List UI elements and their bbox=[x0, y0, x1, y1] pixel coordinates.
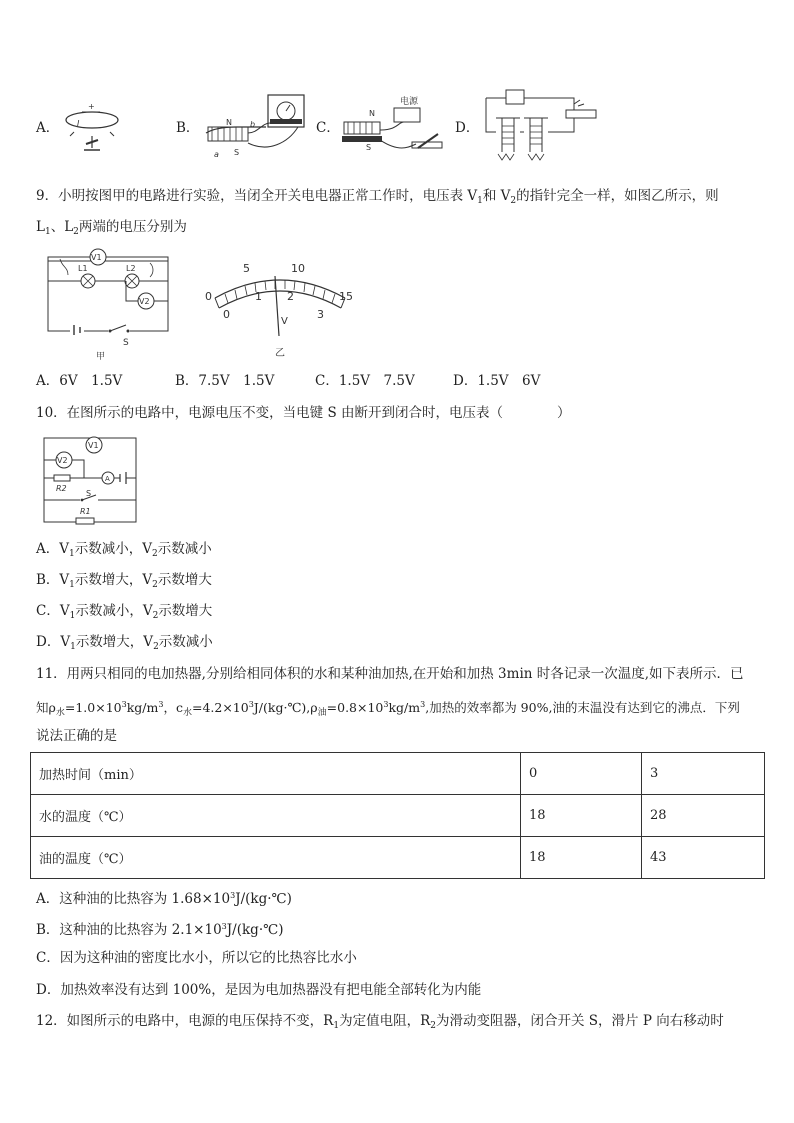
q8-figure-c bbox=[338, 94, 448, 156]
table-cell: 18 bbox=[521, 795, 642, 837]
table-cell: 43 bbox=[642, 837, 765, 879]
q9-jia-s: S bbox=[123, 338, 129, 348]
table-cell: 水的温度（℃） bbox=[31, 795, 521, 837]
q9-option-a: A．6V 1.5V bbox=[36, 373, 123, 389]
q8-figure-c-power: 电源 bbox=[400, 97, 419, 107]
q11-option-d: D．加热效率没有达到 100%，是因为电加热器没有把电能全部转化为内能 bbox=[36, 982, 482, 998]
q12-stem: 12．如图所示的电路中，电源的电压保持不变，$R_1$为定值电阻，$R_2$为滑动变阻器，闭合开关 S，滑片 P 向右移动时 bbox=[36, 1013, 724, 1031]
q10-option-a: A．$V_1$示数减小，$V_2$示数减小 bbox=[36, 541, 212, 559]
q9-yi-inner-3: 3 bbox=[317, 308, 324, 321]
q8-option-c-label: C． bbox=[316, 120, 340, 136]
q9-option-d: D．1.5V 6V bbox=[453, 373, 541, 389]
q8-option-a-label: A． bbox=[36, 120, 60, 136]
q9-yi-caption: 乙 bbox=[275, 348, 285, 359]
table-cell: 加热时间（min） bbox=[31, 753, 521, 795]
q8-figure-b-a: a bbox=[214, 150, 219, 159]
q9-yi-needle bbox=[275, 276, 279, 336]
q11-stem-line2: 知$\rho_水=1.0\times 10^3kg/m^3$，$c_水=4.2\times 10^3J/(kg\cdot℃),\rho_油=0.8\times 10^3kg/m^3$,加热的效率都为 90%,油的末温没有达到它的沸点．下列 bbox=[36, 700, 740, 718]
q8-figure-a bbox=[60, 100, 124, 158]
table-cell: 3 bbox=[642, 753, 765, 795]
q10-figure bbox=[40, 432, 140, 526]
q8-option-d-label: D． bbox=[455, 120, 480, 136]
q9-figure-yi bbox=[195, 250, 365, 362]
q8-figure-c-n: N bbox=[369, 109, 375, 118]
q10-option-d: D．$V_1$示数增大，$V_2$示数减小 bbox=[36, 634, 213, 652]
q11-table bbox=[30, 752, 765, 879]
q10-fig-s: S bbox=[86, 489, 92, 498]
table-cell: 0 bbox=[521, 753, 642, 795]
q11-option-c: C．因为这种油的密度比水小，所以它的比热容比水小 bbox=[36, 950, 357, 966]
q9-jia-v2: V2 bbox=[139, 297, 150, 306]
q9-jia-v1: V1 bbox=[91, 253, 102, 262]
q8-figure-b-s: S bbox=[234, 148, 240, 157]
q9-yi-outer-10: 10 bbox=[291, 262, 305, 275]
table-cell: 28 bbox=[642, 795, 765, 837]
q9-yi-outer-15: 15 bbox=[339, 290, 353, 303]
q8-figure-a-mark: I bbox=[77, 119, 80, 128]
svg-text:+: + bbox=[88, 102, 95, 111]
q8-figure-b bbox=[198, 93, 308, 161]
q11-option-b: B．这种油的比热容为 $2.1\times 10^3J/(kg\cdot℃)$ bbox=[36, 922, 284, 938]
q9-stem-line2: $L_1$、$L_2$两端的电压分别为 bbox=[36, 219, 187, 237]
q10-fig-r1: R1 bbox=[80, 507, 91, 516]
q9-yi-inner-1: 1 bbox=[255, 290, 262, 303]
table-row bbox=[31, 753, 765, 795]
q8-option-b-label: B． bbox=[176, 120, 200, 136]
q9-jia-caption: 甲 bbox=[96, 352, 106, 362]
q9-figure-jia bbox=[40, 243, 180, 363]
q8-figure-d bbox=[478, 88, 602, 166]
q11-stem-line3: 说法正确的是 bbox=[36, 728, 117, 744]
q9-yi-unit: V bbox=[281, 316, 288, 327]
q10-fig-a: A bbox=[105, 475, 110, 483]
q11-stem-line1: 11．用两只相同的电加热器,分别给相同体积的水和某种油加热,在开始和加热 3min 时各记录一次温度,如下表所示．已 bbox=[36, 666, 744, 682]
q9-yi-outer-5: 5 bbox=[243, 262, 250, 275]
q9-yi-outer-0: 0 bbox=[205, 290, 212, 303]
table-cell: 18 bbox=[521, 837, 642, 879]
q9-jia-l2: L2 bbox=[126, 264, 136, 273]
q10-option-c: C．$V_1$示数减小，$V_2$示数增大 bbox=[36, 603, 213, 621]
table-row bbox=[31, 837, 765, 879]
q10-fig-r2: R2 bbox=[56, 484, 67, 493]
q10-fig-v2: V2 bbox=[57, 456, 68, 465]
q8-figure-b-b: b bbox=[250, 120, 256, 129]
q10-fig-v1: V1 bbox=[88, 441, 99, 450]
q8-figure-c-s: S bbox=[366, 143, 372, 152]
q10-stem: 10．在图所示的电路中，电源电压不变，当电键 S 由断开到闭合时，电压表（ ） bbox=[36, 405, 571, 421]
q9-yi-inner-0: 0 bbox=[223, 308, 230, 321]
q11-option-a: A．这种油的比热容为 $1.68\times 10^3J/(kg\cdot℃)$ bbox=[36, 891, 292, 907]
q9-yi-inner-2: 2 bbox=[287, 290, 294, 303]
table-row bbox=[31, 795, 765, 837]
q9-option-c: C．1.5V 7.5V bbox=[315, 373, 415, 389]
q9-stem-line1: 9．小明按图甲的电路进行实验，当闭全开关电电器正常工作时，电压表 $V_1$和 $V_2$的指针完全一样，如图乙所示，则 bbox=[36, 188, 719, 206]
table-cell: 油的温度（℃） bbox=[31, 837, 521, 879]
q10-option-b: B．$V_1$示数增大，$V_2$示数增大 bbox=[36, 572, 212, 590]
q9-option-b: B．7.5V 1.5V bbox=[175, 373, 275, 389]
q9-jia-l1: L1 bbox=[78, 264, 88, 273]
q8-figure-b-n: N bbox=[226, 118, 232, 127]
